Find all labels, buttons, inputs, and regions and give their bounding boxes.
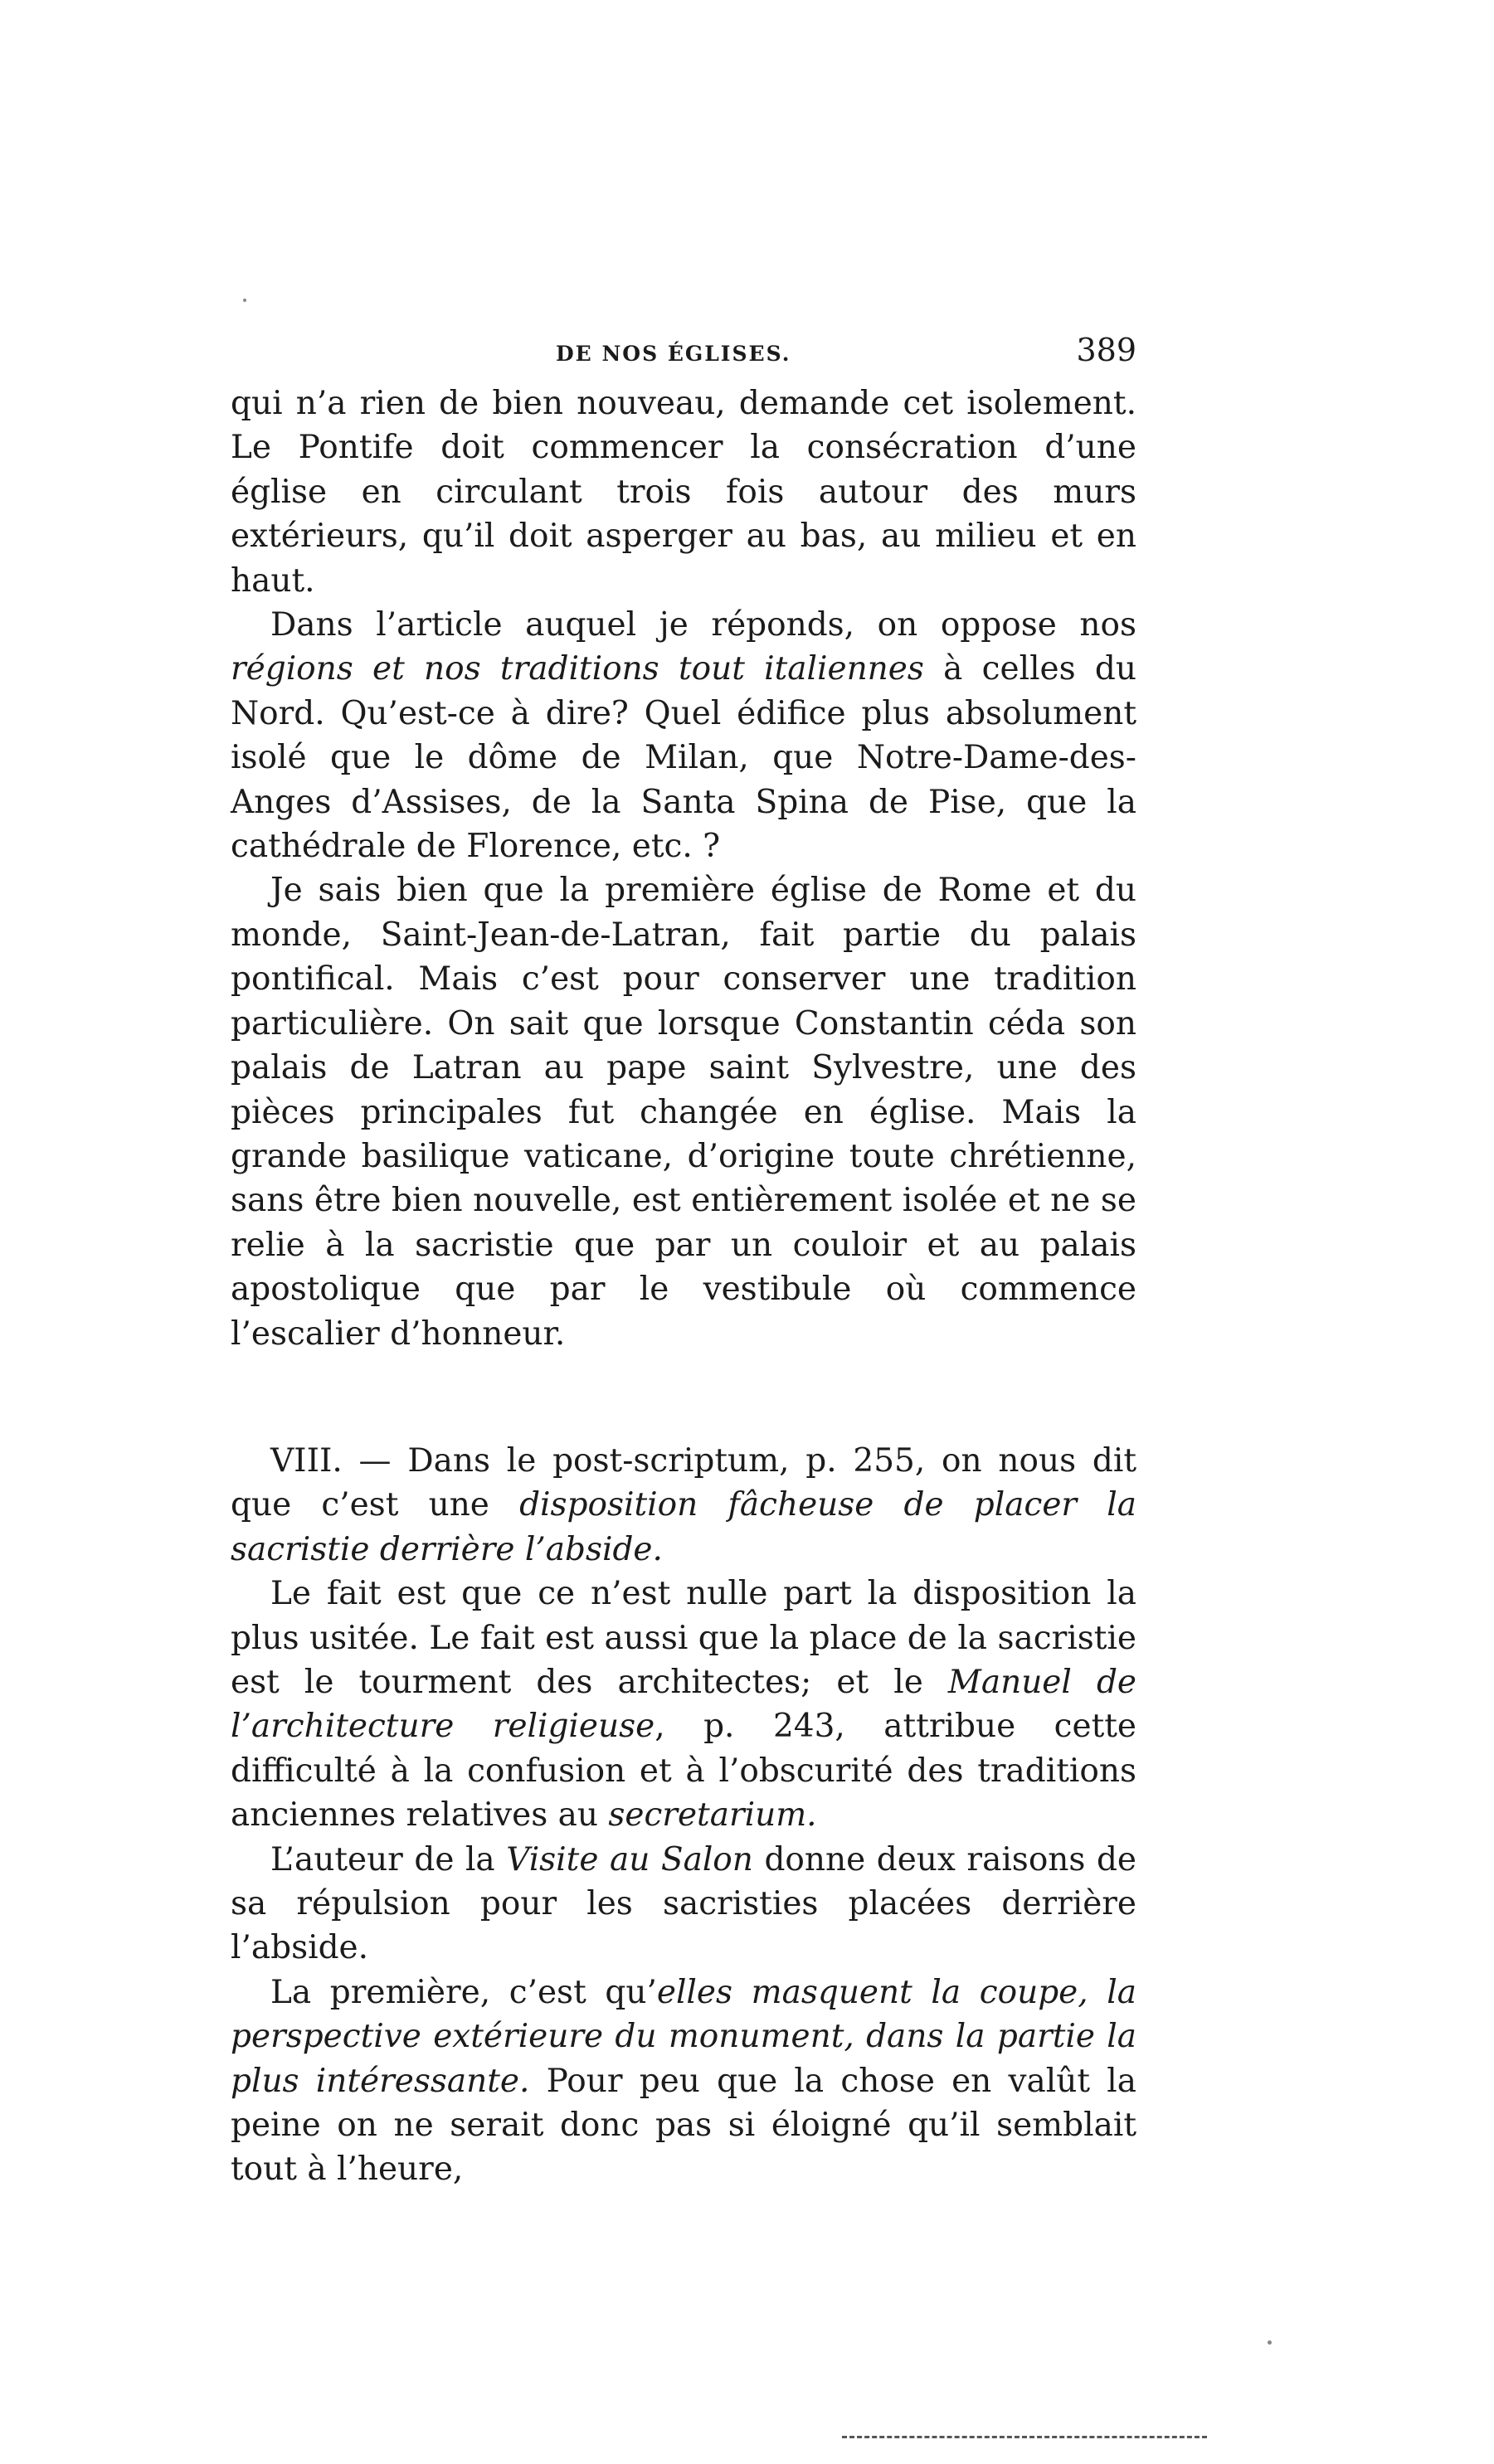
text-run: Pour peu que la chose en valût la peine on ne serait donc pas si éloigné qu’il semblait tout à l’heure, xyxy=(231,2062,1136,2189)
text-run: donne deux raisons de sa répulsion pour les sacristies placées derrière l’abside. xyxy=(231,1840,1137,1967)
text-run: , p. 243, attribue cette difficulté à la confusion et à l’obscurité des traditions anciennes relatives au xyxy=(231,1708,1136,1835)
italic-text: secretarium. xyxy=(608,1796,817,1835)
paper-speck xyxy=(243,299,246,302)
text-run: L’auteur de la xyxy=(270,1840,507,1878)
section-gap xyxy=(231,1356,1136,1439)
paragraph xyxy=(231,1971,1136,2192)
running-title: DE NOS ÉGLISES. xyxy=(556,342,791,366)
paragraph xyxy=(231,1572,1136,1837)
italic-text: Visite au Salon xyxy=(506,1840,753,1878)
bottom-rule xyxy=(842,2436,1207,2438)
italic-text: disposition fâcheuse de placer la sacristie derrière l’abside. xyxy=(231,1486,1136,1568)
italic-text: Manuel de l’architecture religieuse xyxy=(231,1663,1136,1746)
paragraph xyxy=(231,1439,1136,1572)
paragraph xyxy=(231,603,1136,868)
text-run: à celles du Nord. Qu’est-ce à dire? Quel édifice plus absolument isolé que le dôme de Milan, que Notre-Dame-des-Anges d’Assises, de la Santa Spina de Pise, que la cathédrale de Florence, etc. ? xyxy=(231,650,1136,866)
text-run: Je sais bien que la première église de Rome et du monde, Saint-Jean-de-Latran, fait partie du palais pontifical. Mais c’est pour conserver une tradition particulière. On sait que lorsque Constantin céda son palais de Latran au pape saint Sylvestre, une des pièces principales fut changée en église. Mais la grande basilique vaticane, d’origine toute chrétienne, sans être bien nouvelle, est entièrement isolée et ne se relie à la sacristie que par un couloir et au palais apostolique que par le vestibule où commence l’escalier d’honneur. xyxy=(231,872,1136,1353)
paragraph xyxy=(231,1838,1136,1971)
page-header xyxy=(231,330,1136,380)
text-run: Le fait est que ce n’est nulle part la disposition la plus usitée. Le fait est aussi que la place de la sacristie est le tourment des architectes; et le xyxy=(231,1575,1136,1701)
italic-text: elles masquent la coupe, la perspective extérieure du monument, dans la partie la plus intéressante. xyxy=(231,1973,1137,2100)
body-text xyxy=(231,382,1136,2192)
text-run: La première, c’est qu’ xyxy=(270,1973,657,2011)
text-run: Dans l’article auquel je réponds, on oppose nos xyxy=(270,606,1136,644)
italic-text: régions et nos traditions tout italiennes xyxy=(231,650,924,688)
paragraph xyxy=(231,382,1136,603)
page-number: 389 xyxy=(1076,332,1136,368)
text-run: qui n’a rien de bien nouveau, demande cet isolement. Le Pontife doit commencer la consécration d’une église en circulant trois fois autour des murs extérieurs, qu’il doit asperger au bas, au milieu et en haut. xyxy=(231,385,1136,600)
paragraph xyxy=(231,868,1136,1355)
paper-speck xyxy=(1268,2340,1272,2345)
text-run: VIII. — Dans le post-scriptum, p. 255, on nous dit que c’est une xyxy=(231,1441,1136,1524)
